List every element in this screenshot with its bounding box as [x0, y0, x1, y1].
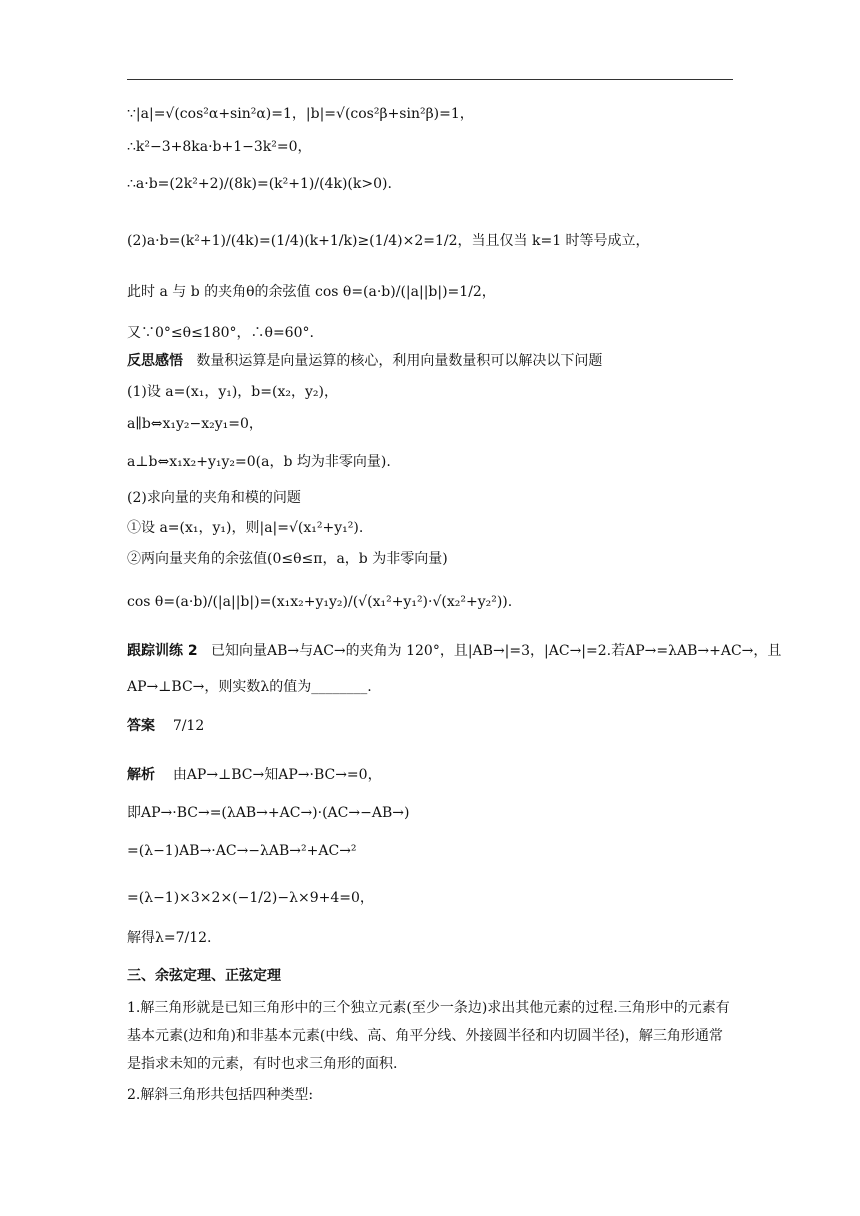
- exercise-label: 跟踪训练 2: [127, 643, 198, 659]
- answer-label: 答案: [127, 718, 155, 734]
- text-line: ∵|a|=√(cos²α+sin²α)=1，|b|=√(cos²β+sin²β)=1，: [127, 106, 474, 122]
- text-line: ①设 a=(x₁，y₁)，则|a|=√(x₁²+y₁²).: [127, 520, 364, 536]
- header-rule: [127, 79, 733, 80]
- answer-value: 7/12: [172, 718, 205, 734]
- text-line: ∴a·b=(2k²+2)/(8k)=(k²+1)/(4k)(k>0).: [127, 176, 392, 192]
- text-line: ∴k²−3+8ka·b+1−3k²=0，: [127, 139, 312, 155]
- analysis-line: [127, 765, 382, 785]
- analysis-label: 解析: [127, 767, 155, 783]
- answer-line: [127, 716, 204, 736]
- text-line: 又∵0°≤θ≤180°，∴θ=60°.: [127, 325, 314, 341]
- text-line: ②两向量夹角的余弦值(0≤θ≤π，a，b 为非零向量): [127, 551, 448, 567]
- exercise-line-2: AP→⊥BC→，则实数λ的值为________.: [127, 679, 372, 695]
- analysis-line-2: 即AP→·BC→=(λAB→+AC→)·(AC→−AB→): [127, 805, 410, 821]
- text-line: 解得λ=7/12.: [127, 930, 212, 946]
- exercise-text: 已知向量AB→与AC→的夹角为 120°，且|AB→|=3，|AC→|=2.若AP→=λAB→+AC→，且: [210, 643, 782, 659]
- text-line: (2)求向量的夹角和模的问题: [127, 490, 301, 506]
- analysis-text: 由AP→⊥BC→知AP→·BC→=0，: [172, 767, 382, 783]
- text-line: 此时 a 与 b 的夹角θ的余弦值 cos θ=(a·b)/(|a||b|)=1/2，: [127, 284, 496, 300]
- exercise-line: [127, 641, 781, 661]
- section-heading: 三、余弦定理、正弦定理: [127, 968, 281, 984]
- section-paragraph-1: 1.解三角形就是已知三角形中的三个独立元素(至少一条边)求出其他元素的过程.三角形中的元素有基本元素(边和角)和非基本元素(中线、高、角平分线、外接圆半径和内切圆半径)，解三角形通常是指求未知的元素，有时也求三角形的面积.: [127, 1000, 730, 1072]
- reflection-paragraph: [127, 351, 602, 371]
- text-line: =(λ−1)×3×2×(−1/2)−λ×9+4=0，: [127, 890, 374, 906]
- text-line: a⊥b⇔x₁x₂+y₁y₂=0(a，b 均为非零向量).: [127, 454, 391, 470]
- text-line: (1)设 a=(x₁，y₁)，b=(x₂，y₂)，: [127, 384, 338, 400]
- analysis-line-3: =(λ−1)AB→·AC→−λAB→²+AC→²: [127, 843, 357, 859]
- text-line: a∥b⇔x₁y₂−x₂y₁=0，: [127, 416, 263, 432]
- reflection-label: 反思感悟: [127, 353, 183, 369]
- text-line: cos θ=(a·b)/(|a||b|)=(x₁x₂+y₁y₂)/(√(x₁²+y₁²)·√(x₂²+y₂²)).: [127, 594, 513, 610]
- section-paragraph-2: 2.解斜三角形共包括四种类型:: [127, 1087, 314, 1103]
- text-line: (2)a·b=(k²+1)/(4k)=(1/4)(k+1/k)≥(1/4)×2=1/2，当且仅当 k=1 时等号成立，: [127, 233, 650, 249]
- reflection-text: 数量积运算是向量运算的核心，利用向量数量积可以解决以下问题: [196, 353, 603, 369]
